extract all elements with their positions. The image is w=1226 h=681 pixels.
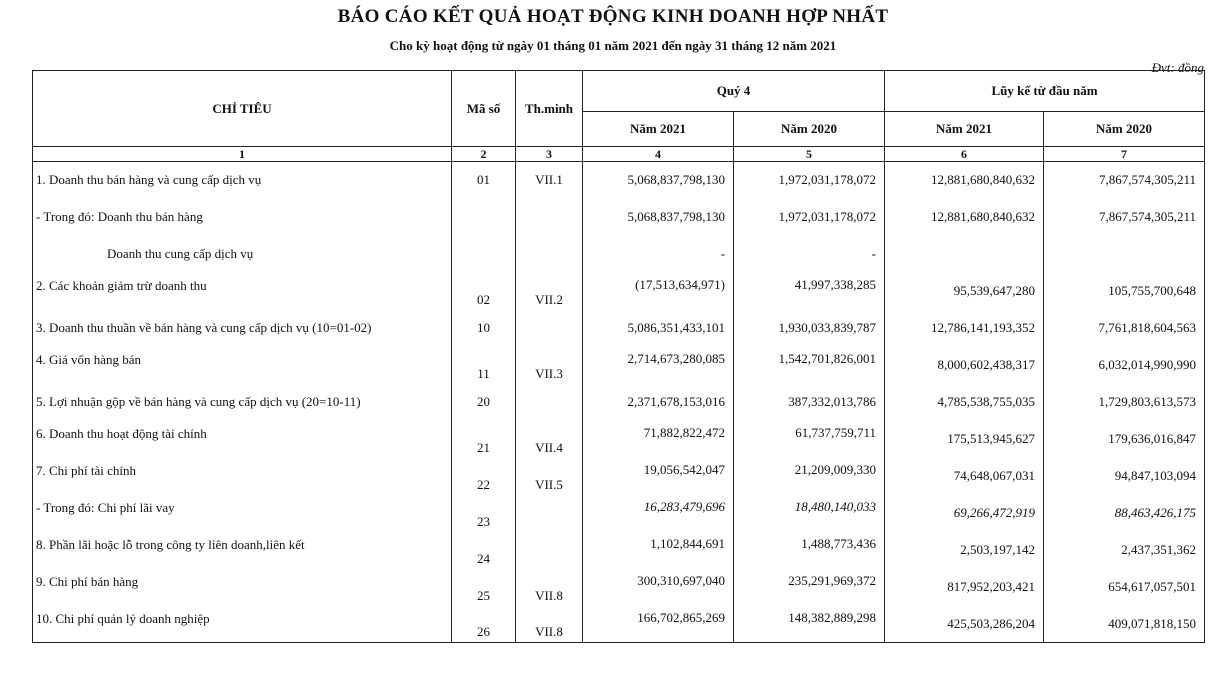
value-lk-2020: 6,032,014,990,990	[1044, 347, 1205, 384]
column-index: 3	[516, 147, 583, 162]
row-code: 21	[452, 421, 516, 458]
row-label: 10. Chi phí quản lý doanh nghiệp	[33, 606, 452, 643]
table-row	[33, 458, 1205, 495]
value-lk-2021: 175,513,945,627	[885, 421, 1044, 458]
value-q4-2021: 19,056,542,047	[583, 458, 734, 495]
header-lk-2021: Năm 2021	[885, 112, 1044, 147]
value-lk-2020: 105,755,700,648	[1044, 273, 1205, 310]
table-row	[33, 273, 1205, 310]
table-row	[33, 495, 1205, 532]
value-lk-2020: 94,847,103,094	[1044, 458, 1205, 495]
row-label: 6. Doanh thu hoạt động tài chính	[33, 421, 452, 458]
value-lk-2020: 88,463,426,175	[1044, 495, 1205, 532]
value-q4-2021: 2,714,673,280,085	[583, 347, 734, 384]
value-lk-2020: 409,071,818,150	[1044, 606, 1205, 643]
value-q4-2021: (17,513,634,971)	[583, 273, 734, 310]
value-q4-2021: 166,702,865,269	[583, 606, 734, 643]
table-row	[33, 384, 1205, 421]
value-q4-2021: 5,068,837,798,130	[583, 162, 734, 199]
row-note	[516, 236, 583, 273]
table-row	[33, 421, 1205, 458]
value-lk-2021: 8,000,602,438,317	[885, 347, 1044, 384]
value-lk-2021: 95,539,647,280	[885, 273, 1044, 310]
row-code: 25	[452, 569, 516, 606]
table-row	[33, 310, 1205, 347]
header-ma-so: Mã số	[452, 71, 516, 147]
value-q4-2020: 1,488,773,436	[734, 532, 885, 569]
value-lk-2021: 425,503,286,204	[885, 606, 1044, 643]
row-note: VII.3	[516, 347, 583, 384]
value-lk-2020: 2,437,351,362	[1044, 532, 1205, 569]
row-note	[516, 384, 583, 421]
row-label: 8. Phần lãi hoặc lỗ trong công ty liên doanh,liên kết	[33, 532, 452, 569]
column-index: 2	[452, 147, 516, 162]
value-q4-2020: 41,997,338,285	[734, 273, 885, 310]
header-q4-2021: Năm 2021	[583, 112, 734, 147]
row-note: VII.4	[516, 421, 583, 458]
column-index-row	[33, 147, 1205, 162]
value-q4-2021: 1,102,844,691	[583, 532, 734, 569]
value-q4-2021: 16,283,479,696	[583, 495, 734, 532]
row-label: 7. Chi phí tài chính	[33, 458, 452, 495]
row-code: 26	[452, 606, 516, 643]
row-label: 5. Lợi nhuận gộp về bán hàng và cung cấp dịch vụ (20=10-11)	[33, 384, 452, 421]
row-code	[452, 199, 516, 236]
table-row	[33, 236, 1205, 273]
value-q4-2021: 5,086,351,433,101	[583, 310, 734, 347]
value-lk-2020: 7,761,818,604,563	[1044, 310, 1205, 347]
header-luy-ke: Lũy kế từ đầu năm	[885, 71, 1205, 112]
currency-unit: Đvt: đồng	[1151, 60, 1204, 75]
report-period: Cho kỳ hoạt động từ ngày 01 tháng 01 năm 2021 đến ngày 31 tháng 12 năm 2021	[389, 38, 837, 53]
value-lk-2021: 817,952,203,421	[885, 569, 1044, 606]
table-row	[33, 199, 1205, 236]
value-lk-2020: 7,867,574,305,211	[1044, 162, 1205, 199]
row-note	[516, 310, 583, 347]
value-lk-2021: 12,881,680,840,632	[885, 199, 1044, 236]
row-note: VII.2	[516, 273, 583, 310]
value-q4-2020: 18,480,140,033	[734, 495, 885, 532]
row-label: Doanh thu cung cấp dịch vụ	[33, 236, 452, 273]
value-lk-2020: 1,729,803,613,573	[1044, 384, 1205, 421]
row-code: 24	[452, 532, 516, 569]
value-q4-2020: 61,737,759,711	[734, 421, 885, 458]
row-label: 3. Doanh thu thuần về bán hàng và cung cấp dịch vụ (10=01-02)	[33, 310, 452, 347]
row-note: VII.8	[516, 606, 583, 643]
table-row	[33, 532, 1205, 569]
row-code: 22	[452, 458, 516, 495]
row-label: - Trong đó: Chi phí lãi vay	[33, 495, 452, 532]
value-lk-2021: 12,881,680,840,632	[885, 162, 1044, 199]
value-q4-2021: 5,068,837,798,130	[583, 199, 734, 236]
row-label: 4. Giá vốn hàng bán	[33, 347, 452, 384]
value-lk-2020: 179,636,016,847	[1044, 421, 1205, 458]
header-row-top	[33, 71, 1205, 112]
value-q4-2021: -	[583, 236, 734, 273]
value-lk-2020: 7,867,574,305,211	[1044, 199, 1205, 236]
row-code: 20	[452, 384, 516, 421]
value-lk-2021: 69,266,472,919	[885, 495, 1044, 532]
row-label: 9. Chi phí bán hàng	[33, 569, 452, 606]
row-note	[516, 199, 583, 236]
column-index: 5	[734, 147, 885, 162]
value-lk-2021: 12,786,141,193,352	[885, 310, 1044, 347]
header-th-minh: Th.minh	[516, 71, 583, 147]
row-note: VII.1	[516, 162, 583, 199]
row-note: VII.8	[516, 569, 583, 606]
value-q4-2020: 1,930,033,839,787	[734, 310, 885, 347]
value-q4-2021: 71,882,822,472	[583, 421, 734, 458]
table-row	[33, 569, 1205, 606]
column-index: 7	[1044, 147, 1205, 162]
row-label: - Trong đó: Doanh thu bán hàng	[33, 199, 452, 236]
row-code	[452, 236, 516, 273]
row-note: VII.5	[516, 458, 583, 495]
table-row	[33, 162, 1205, 199]
value-q4-2020: 1,972,031,178,072	[734, 199, 885, 236]
value-q4-2020: 148,382,889,298	[734, 606, 885, 643]
value-q4-2020: -	[734, 236, 885, 273]
value-q4-2020: 235,291,969,372	[734, 569, 885, 606]
row-code: 02	[452, 273, 516, 310]
value-q4-2021: 300,310,697,040	[583, 569, 734, 606]
value-lk-2020	[1044, 236, 1205, 273]
table-row	[33, 606, 1205, 643]
row-code: 23	[452, 495, 516, 532]
row-label: 2. Các khoản giảm trừ doanh thu	[33, 273, 452, 310]
header-chi-tieu: CHỈ TIÊU	[33, 71, 452, 147]
report-title: BÁO CÁO KẾT QUẢ HOẠT ĐỘNG KINH DOANH HỢP NHẤT	[337, 6, 889, 27]
value-q4-2020: 1,972,031,178,072	[734, 162, 885, 199]
row-code: 10	[452, 310, 516, 347]
value-lk-2021: 74,648,067,031	[885, 458, 1044, 495]
row-code: 11	[452, 347, 516, 384]
table-row	[33, 347, 1205, 384]
header-lk-2020: Năm 2020	[1044, 112, 1205, 147]
column-index: 6	[885, 147, 1044, 162]
value-lk-2021	[885, 236, 1044, 273]
row-note	[516, 532, 583, 569]
value-lk-2020: 654,617,057,501	[1044, 569, 1205, 606]
row-note	[516, 495, 583, 532]
value-q4-2021: 2,371,678,153,016	[583, 384, 734, 421]
value-q4-2020: 1,542,701,826,001	[734, 347, 885, 384]
value-q4-2020: 21,209,009,330	[734, 458, 885, 495]
row-code: 01	[452, 162, 516, 199]
value-lk-2021: 4,785,538,755,035	[885, 384, 1044, 421]
column-index: 4	[583, 147, 734, 162]
header-quy-4: Quý 4	[583, 71, 885, 112]
column-index: 1	[33, 147, 452, 162]
value-q4-2020: 387,332,013,786	[734, 384, 885, 421]
value-lk-2021: 2,503,197,142	[885, 532, 1044, 569]
header-q4-2020: Năm 2020	[734, 112, 885, 147]
income-statement-table	[32, 70, 1205, 643]
row-label: 1. Doanh thu bán hàng và cung cấp dịch vụ	[33, 162, 452, 199]
